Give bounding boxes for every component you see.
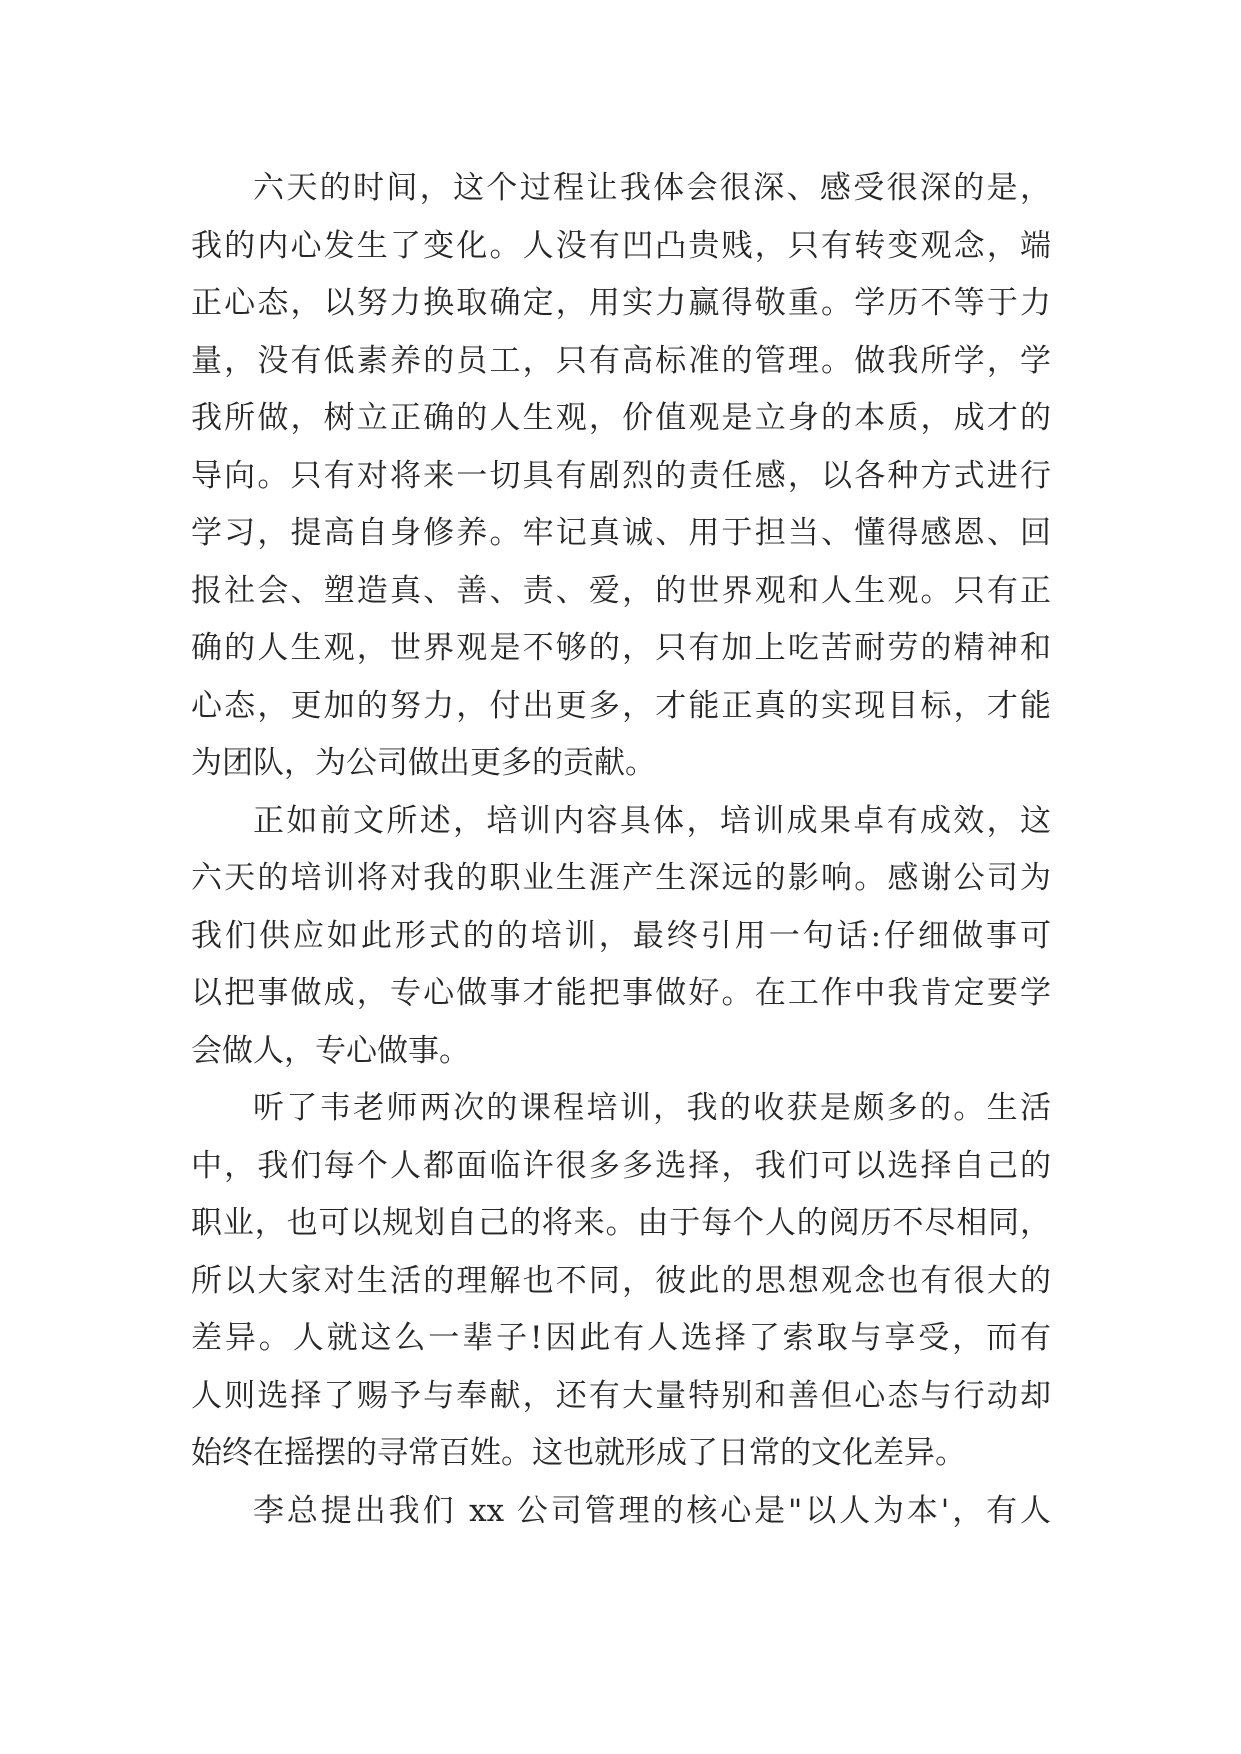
text-line: 学习，提高自身修养。牢记真诚、用于担当、懂得感恩、回	[191, 515, 1051, 551]
document-body	[191, 160, 1051, 1540]
text-line: 所以大家对生活的理解也不同，彼此的思想观念也有很大的	[191, 1262, 1051, 1299]
text-line: 我们供应如此形式的的培训，最终引用一句话:仔细做事可	[191, 917, 1051, 954]
text-line: 正心态，以努力换取确定，用实力赢得敬重。学历不等于力	[191, 285, 1051, 321]
text-line: 我所做，树立正确的人生观，价值观是立身的本质，成才的	[191, 400, 1051, 436]
text-line: 中，我们每个人都面临许很多多选择，我们可以选择自己的	[191, 1147, 1051, 1184]
text-line: 差异。人就这么一辈子!因此有人选择了索取与享受，而有	[191, 1320, 1051, 1356]
text-line: 始终在摇摆的寻常百姓。这也就形成了日常的文化差异。	[191, 1435, 966, 1471]
text-line: 以把事做成，专心做事才能把事做好。在工作中我肯定要学	[191, 975, 1051, 1011]
text-line: 六天的时间，这个过程让我体会很深、感受很深的是，	[253, 170, 1051, 206]
paragraph-2	[191, 793, 1051, 1081]
text-line: 我的内心发生了变化。人没有凹凸贵贱，只有转变观念，端	[191, 227, 1051, 264]
paragraph-4	[191, 1483, 1051, 1541]
text-line: 职业，也可以规划自己的将来。由于每个人的阅历不尽相同，	[191, 1205, 1051, 1241]
text-line: 正如前文所述，培训内容具体，培训成果卓有成效，这	[253, 802, 1051, 839]
text-line: 会做人，专心做事。	[191, 1032, 470, 1069]
text-line: 心态，更加的努力，付出更多，才能正真的实现目标，才能	[191, 687, 1051, 724]
paragraph-3	[191, 1080, 1051, 1483]
text-line: 报社会、塑造真、善、责、爱，的世界观和人生观。只有正	[191, 572, 1051, 609]
text-line: 李总提出我们 xx 公司管理的核心是"以人为本'，有人	[253, 1492, 1051, 1529]
paragraph-1	[191, 160, 1051, 793]
text-line: 量，没有低素养的员工，只有高标准的管理。做我所学，学	[191, 342, 1051, 379]
text-line: 为团队，为公司做出更多的贡献。	[191, 745, 656, 781]
text-line: 人则选择了赐予与奉献，还有大量特别和善但心态与行动却	[191, 1377, 1051, 1414]
text-line: 确的人生观，世界观是不够的，只有加上吃苦耐劳的精神和	[191, 630, 1051, 666]
text-line: 听了韦老师两次的课程培训，我的收获是颇多的。生活	[253, 1090, 1051, 1126]
text-line: 导向。只有对将来一切具有剧烈的责任感，以各种方式进行	[191, 457, 1051, 494]
text-line: 六天的培训将对我的职业生涯产生深远的影响。感谢公司为	[191, 860, 1051, 896]
